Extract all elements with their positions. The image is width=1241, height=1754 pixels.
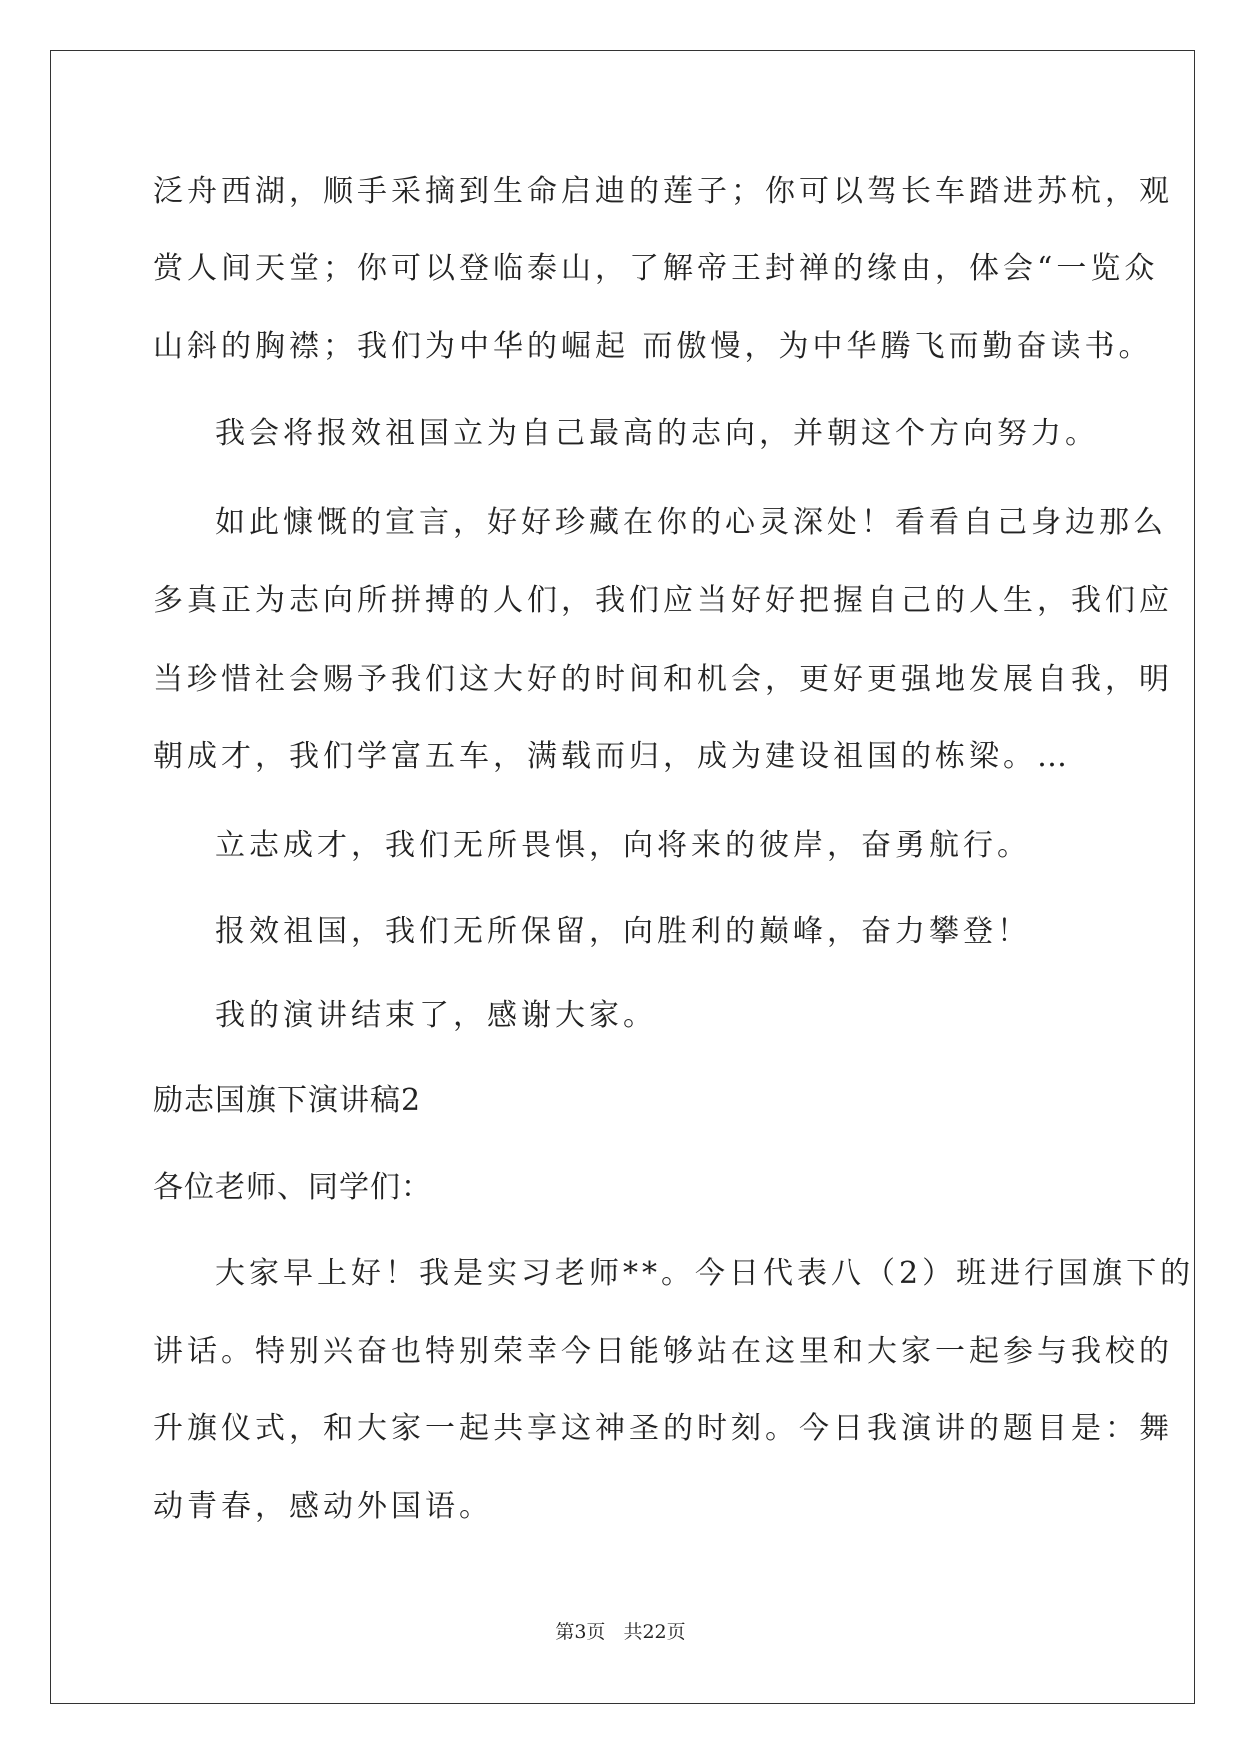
page-border: [50, 50, 1195, 1704]
body-text-line: 多真正为志向所拼搏的人们，我们应当好好把握自己的人生，我们应: [153, 583, 1173, 618]
body-text-line: 报效祖国，我们无所保留，向胜利的巅峰，奋力攀登！: [215, 914, 1031, 949]
salutation: 各位老师、同学们：: [153, 1170, 432, 1205]
body-text-line: 大家早上好！我是实习老师**。今日代表八（2）班进行国旗下的: [215, 1256, 1195, 1291]
body-text-line: 动青春，感动外国语。: [153, 1489, 493, 1524]
body-text-line: 我的演讲结束了，感谢大家。: [215, 998, 657, 1033]
body-text-line: 当珍惜社会赐予我们这大好的时间和机会，更好更强地发展自我，明: [153, 662, 1173, 697]
body-text-line: 我会将报效祖国立为自己最高的志向，并朝这个方向努力。: [215, 416, 1099, 451]
body-text-line: 朝成才，我们学富五车，满载而归，成为建设祖国的栋梁。…: [153, 739, 1071, 774]
page-total: 共22页: [623, 1621, 686, 1643]
body-text-line: 立志成才，我们无所畏惧，向将来的彼岸，奋勇航行。: [215, 828, 1031, 863]
body-text-line: 泛舟西湖，顺手采摘到生命启迪的莲子；你可以驾长车踏进苏杭，观: [153, 174, 1173, 209]
body-text-line: 如此慷慨的宣言，好好珍藏在你的心灵深处！看看自己身边那么: [215, 505, 1167, 540]
section-heading: 励志国旗下演讲稿2: [153, 1083, 422, 1118]
body-text-line: 讲话。特别兴奋也特别荣幸今日能够站在这里和大家一起参与我校的: [153, 1334, 1173, 1369]
page-number: 第3页: [555, 1621, 606, 1643]
body-text-line: 山斜的胸襟；我们为中华的崛起 而傲慢，为中华腾飞而勤奋读书。: [153, 329, 1153, 364]
body-text-line: 升旗仪式，和大家一起共享这神圣的时刻。今日我演讲的题目是：舞: [153, 1411, 1173, 1446]
body-text-line: 赏人间天堂；你可以登临泰山，了解帝王封禅的缘由，体会“一览众: [153, 251, 1159, 286]
page-footer: [0, 1620, 1241, 1644]
